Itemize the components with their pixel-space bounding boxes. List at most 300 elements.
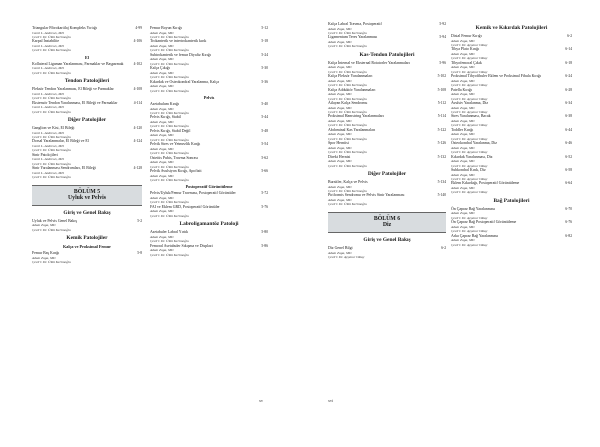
entry-page: 6-58 [565, 168, 572, 173]
toc-entry[interactable] [150, 66, 268, 79]
entry-author: Adam Zoga, MD [328, 198, 352, 203]
entry-title: Karpal İnstabilite [32, 39, 60, 44]
entry-title: Pelvik Stres ve Yetmezlik Kırığı [150, 142, 201, 147]
entry-title: Ön Çapraz Bağ Yaralanması [451, 206, 496, 211]
entry-author: Adam Zoga, MD [150, 120, 174, 125]
entry-author: Çeviri: Dr. Ülkü Kerimoğlu [32, 227, 71, 232]
toc-entry[interactable] [150, 129, 268, 142]
entry-author: Çeviri: Dr. Ülkü Kerimoğlu [328, 110, 367, 115]
entry-author: Adam Zoga, MD [32, 255, 56, 260]
entry-page: 6-34 [565, 101, 572, 106]
section-heading: Giriş ve Genel Bakış [363, 237, 411, 244]
chapter-number: BÖLÜM 5 [73, 188, 101, 195]
entry-author: Carol L. Andrews, MD [32, 66, 64, 71]
entry-author: Adam Zoga, MD [328, 132, 352, 137]
entry-title: Ligamentum Teres Yaralanması [328, 35, 378, 40]
entry-title: Toddler Kırığı [451, 127, 474, 132]
entry-author: Çeviri: Dr. Ülkü Kerimoğlu [150, 35, 189, 39]
page-number: xv [259, 398, 263, 403]
entry-page: 5-54 [261, 142, 268, 147]
entry-title: Triangular Fibrokartilaj Kompleks Yırtığı [32, 26, 97, 30]
toc-entry[interactable] [451, 61, 572, 74]
entry-author: Çeviri: Dr. Ülkü Kerimoğlu [328, 123, 367, 128]
entry-author: Çeviri: Dr. Ülkü Kerimoğlu [150, 164, 189, 169]
entry-title: Kalça İnternal ve Eksternal Rotatorler Yaralanmaları [328, 60, 410, 65]
toc-entry[interactable] [32, 62, 142, 75]
entry-title: Kalça Çıkığı [150, 66, 170, 71]
entry-page: 5-18 [261, 39, 268, 44]
subsection-heading: Kalça ve Proksimal Femur [63, 244, 111, 250]
entry-author: Çeviri: Dr. Ülkü Kerimoğlu [150, 124, 189, 129]
toc-list [32, 219, 142, 232]
entry-title: Dorsal Yaralanmalar, El Bileği ve El [32, 139, 89, 144]
toc-list [150, 102, 268, 182]
entry-title: Subtrokanterik ve femur Diyafiz Kırığı [150, 52, 211, 57]
entry-title: Fleksör Tendon Yaralanması, El Bileği ve Parmaklar [32, 87, 114, 92]
entry-author: Adam Zoga, MD [328, 119, 352, 124]
entry-title: Tibya Plato Kırığı [451, 47, 480, 52]
toc-entry[interactable] [451, 114, 572, 127]
toc-entry[interactable] [328, 74, 446, 87]
entry-author: Adam Zoga, MD [451, 159, 475, 164]
toc-list [32, 26, 142, 53]
entry-page: 5-44 [261, 115, 268, 120]
entry-author: Çeviri: Dr. Ayşenur Oktay [451, 43, 488, 47]
toc-entry[interactable] [451, 207, 572, 220]
entry-page: 6-46 [565, 141, 572, 146]
toc-entry[interactable] [150, 230, 268, 243]
entry-author: Çeviri: Dr. Ülkü Kerimoğlu [328, 202, 367, 207]
entry-author: Adam Zoga, MD [328, 40, 352, 44]
toc-list [150, 191, 268, 218]
toc-entry[interactable] [32, 126, 142, 139]
toc-list [150, 230, 268, 257]
entry-author: Çeviri: Dr. Ülkü Kerimoğlu [150, 178, 189, 183]
toc-entry[interactable] [150, 191, 268, 204]
entry-title: Tibyofemoral Çıkık [451, 60, 482, 65]
entry-title: Trokanterik ve intertrokanterik kırık [150, 39, 207, 44]
entry-author: Çeviri: Dr. Ülkü Kerimoğlu [150, 252, 189, 257]
entry-author: Çeviri: Dr. Ayşenur Oktay [451, 215, 488, 220]
column-4 [451, 22, 572, 247]
entry-author: Adam Zoga, MD [150, 248, 174, 253]
chapter-banner [328, 212, 446, 233]
section-heading: Giriş ve Genel Bakış [63, 209, 111, 216]
entry-author: Adam Zoga, MD [150, 44, 174, 48]
entry-page: 4-128 [133, 166, 142, 171]
entry-page: 5-114 [437, 114, 446, 119]
entry-title: Atlayan Kalça Sendromu [328, 101, 368, 106]
entry-author: Çeviri: Dr. Ayşenur Oktay [328, 255, 365, 260]
entry-title: Osteitis Pubis, Travma Sonrası [150, 155, 198, 160]
toc-entry[interactable] [328, 61, 446, 74]
entry-author: Çeviri: Dr. Ayşenur Oktay [451, 242, 488, 247]
entry-author: Adam Zoga, MD [328, 105, 352, 110]
entry-page: 5-72 [261, 191, 268, 196]
entry-author: Çeviri: Dr. Ülkü Kerimoğlu [150, 61, 189, 66]
entry-author: Çeviri: Dr. Ülkü Kerimoğlu [150, 239, 189, 244]
entry-author: Çeviri: Dr. Ülkü Kerimoğlu [328, 31, 367, 35]
entry-author: Çeviri: Dr. Ülkü Kerimoğlu [32, 70, 71, 75]
entry-author: Çeviri: Dr. Ayşenur Oktay [451, 136, 488, 141]
entry-page: 5-112 [437, 101, 446, 106]
entry-page: 6-70 [565, 206, 572, 211]
entry-author: Çeviri: Dr. Ayşenur Oktay [451, 56, 488, 61]
entry-page: 5-132 [437, 154, 446, 159]
entry-title: FAI ve Eklem GRD, Postoperatif Görüntüler [150, 204, 220, 209]
entry-author: Çeviri: Dr. Ayşenur Oktay [451, 96, 488, 101]
entry-page: 5-30 [261, 66, 268, 71]
entry-page: 6-76 [565, 220, 572, 225]
entry-author: Adam Zoga, MD [328, 26, 352, 31]
entry-author: Çeviri: Dr. Ülkü Kerimoğlu [328, 44, 367, 49]
entry-page: 6-2 [441, 246, 446, 251]
entry-author: Carol L. Andrews, MD [32, 157, 64, 162]
toc-entry[interactable] [451, 34, 572, 47]
toc-entry[interactable] [451, 220, 572, 233]
toc-entry[interactable] [328, 180, 446, 193]
toc-entry[interactable] [32, 251, 142, 264]
entry-author: Adam Zoga, MD [150, 160, 174, 165]
entry-page: 4-124 [133, 139, 142, 144]
toc-entry[interactable] [32, 39, 142, 52]
entry-title: Eklem Kıkırdağı, Postoperatif Görüntüleme [451, 181, 520, 186]
entry-title: Bursitler, Kalça ve Pelvis [328, 180, 368, 185]
entry-author: Adam Zoga, MD [150, 57, 174, 62]
entry-title: Ön Çapraz Bağ Postoperatif Görüntüleme [451, 220, 517, 225]
entry-author: Adam Zoga, MD [150, 173, 174, 178]
entry-author: Çeviri: Dr. Ülkü Kerimoğlu [328, 69, 367, 74]
entry-page: 5-108 [437, 87, 446, 92]
entry-title: Kalça Labral Travma, Postoperatif [328, 22, 382, 26]
entry-title: Kalça Adduktör Yaralanmaları [328, 87, 376, 92]
entry-page: 5-80 [261, 230, 268, 235]
toc-list [328, 61, 446, 168]
entry-author: Adam Zoga, MD [451, 132, 475, 137]
toc-entry[interactable] [328, 246, 446, 259]
entry-author: Adam Zoga, MD [150, 209, 174, 214]
entry-page: 6-24 [565, 74, 572, 79]
toc-entry[interactable] [328, 155, 446, 168]
entry-page: 6-28 [565, 87, 572, 92]
entry-page: 6-52 [565, 154, 572, 159]
entry-author: Adam Zoga, MD [451, 38, 475, 43]
entry-page: 5-76 [261, 204, 268, 209]
toc-entry[interactable] [328, 88, 446, 101]
toc-list [32, 126, 142, 180]
entry-author: Adam Zoga, MD [451, 105, 475, 110]
entry-page: 6-82 [565, 233, 572, 238]
toc-entry[interactable] [328, 193, 446, 206]
section-heading: El [85, 54, 89, 60]
entry-author: Çeviri: Dr. Ülkü Kerimoğlu [150, 137, 189, 142]
toc-entry[interactable] [150, 80, 268, 93]
toc-entry[interactable] [150, 156, 268, 169]
toc-entry[interactable] [150, 39, 268, 52]
toc-entry[interactable] [32, 101, 142, 114]
entry-author: Carol L. Andrews, MD [32, 30, 64, 35]
toc-list [328, 180, 446, 207]
entry-page: 5-140 [437, 193, 446, 198]
entry-title: Distal Femur Kırığı [451, 34, 482, 38]
entry-page: 5-2 [137, 218, 142, 223]
entry-author: Adam Zoga, MD [32, 223, 56, 228]
entry-author: Çeviri: Dr. Ayşenur Oktay [451, 110, 488, 115]
entry-author: Çeviri: Dr. Ülkü Kerimoğlu [32, 260, 71, 265]
chapter-title: Diz [382, 222, 392, 229]
entry-page: 5-122 [437, 127, 446, 132]
entry-page: 6-14 [565, 47, 572, 52]
entry-title: Sinir Patolojileri [32, 152, 58, 157]
entry-title: Femur Boyun Kırığı [150, 26, 182, 30]
entry-author: Çeviri: Dr. Ülkü Kerimoğlu [150, 75, 189, 80]
entry-page: 6-64 [565, 181, 572, 186]
entry-title: Femur Baş Kırığı [32, 251, 60, 256]
toc-entry[interactable] [451, 74, 572, 87]
entry-page: 6-44 [565, 127, 572, 132]
toc-entry[interactable] [32, 26, 142, 39]
entry-page: 4-106 [133, 39, 142, 44]
entry-page: 5-8 [137, 251, 142, 256]
toc-entry[interactable] [328, 128, 446, 141]
toc-entry[interactable] [150, 53, 268, 66]
entry-author: Çeviri: Dr. Ülkü Kerimoğlu [328, 83, 367, 88]
section-heading: Bağ Patolojileri [493, 197, 530, 204]
entry-page: 5-96 [439, 60, 446, 65]
page-number: xvi [328, 398, 334, 403]
section-heading: Kas-Tendon Patolojileri [359, 51, 415, 58]
entry-title: Pelvis/Uyluk/Femur Travması, Postoperatif Görüntüler [150, 191, 236, 196]
toc-entry[interactable] [150, 142, 268, 155]
toc-entry[interactable] [328, 114, 446, 127]
entry-author: Carol L. Andrews, MD [32, 144, 64, 149]
entry-author: Adam Zoga, MD [328, 65, 352, 70]
entry-page: 5-36 [261, 79, 268, 84]
entry-page: 6-2 [567, 34, 572, 38]
entry-author: Adam Zoga, MD [150, 84, 174, 89]
entry-author: Çeviri: Dr. Ülkü Kerimoğlu [32, 161, 71, 166]
chapter-title: Uyluk ve Pelvis [67, 195, 106, 202]
column-3 [328, 22, 446, 259]
entry-author: Carol L. Andrews, MD [32, 91, 64, 96]
entry-author: Çeviri: Dr. Ülkü Kerimoğlu [32, 148, 71, 153]
toc-entry[interactable] [451, 47, 572, 60]
entry-title: Pelvik Avulsiyon Kırığı, Apofizit [150, 169, 202, 174]
toc-entry[interactable] [451, 234, 572, 247]
entry-page: 6-18 [565, 60, 572, 65]
entry-author: Adam Zoga, MD [328, 159, 352, 164]
entry-page: 5-92 [439, 22, 446, 26]
entry-author: Adam Zoga, MD [451, 238, 475, 243]
toc-list [328, 246, 446, 259]
entry-page: 5-134 [437, 180, 446, 185]
entry-author: Adam Zoga, MD [451, 52, 475, 56]
entry-page: 5-62 [261, 155, 268, 160]
entry-author: Adam Zoga, MD [328, 92, 352, 97]
entry-author: Adam Zoga, MD [451, 145, 475, 150]
entry-author: Çeviri: Dr. Ülkü Kerimoğlu [328, 163, 367, 168]
entry-title: Asetabulum Kırığı [150, 102, 180, 107]
entry-page: 6-38 [565, 114, 572, 119]
toc-entry[interactable] [32, 166, 142, 179]
toc-entry[interactable] [32, 153, 142, 166]
toc-entry[interactable] [451, 88, 572, 101]
toc-entry[interactable] [150, 115, 268, 128]
entry-author: Adam Zoga, MD [328, 145, 352, 150]
entry-author: Çeviri: Dr. Ülkü Kerimoğlu [32, 135, 71, 140]
entry-page: 5-94 [439, 35, 446, 40]
toc-entry[interactable] [150, 205, 268, 218]
toc-list [451, 34, 572, 195]
entry-author: Adam Zoga, MD [451, 119, 475, 124]
entry-title: Subkondral Kırık, Diz [451, 168, 486, 173]
entry-title: Avulsiv Yaralanma, Diz [451, 101, 489, 106]
entry-page: 5-126 [437, 141, 446, 146]
entry-page: 5-40 [261, 102, 268, 107]
section-heading: Kemik Patolojiler [66, 235, 108, 242]
entry-author: Adam Zoga, MD [451, 186, 475, 191]
entry-title: Patella Kırığı [451, 87, 472, 92]
entry-title: Piriformis Sendromu ve Pelvis Sinir Yaralanması [328, 193, 405, 198]
entry-page: 5-24 [261, 52, 268, 57]
entry-title: Direkt Hernisi [328, 154, 351, 159]
toc-entry[interactable] [150, 102, 268, 115]
entry-page: 5-66 [261, 169, 268, 174]
entry-title: Kalça Fleksör Yaralanmaları [328, 74, 373, 79]
entry-title: Femoral Asetabuler Sıkışma ve Displazi [150, 243, 213, 248]
entry-page: 4-99 [135, 26, 142, 30]
entry-author: Adam Zoga, MD [451, 224, 475, 229]
toc-list [32, 62, 142, 75]
toc-entry[interactable] [451, 155, 572, 168]
toc-list [150, 26, 268, 93]
entry-title: Osteokondral Yaralanma, Diz [451, 141, 498, 146]
entry-author: Adam Zoga, MD [150, 70, 174, 75]
entry-author: Adam Zoga, MD [451, 172, 475, 177]
entry-author: Çeviri: Dr. Ülkü Kerimoğlu [32, 35, 71, 39]
entry-author: Adam Zoga, MD [150, 196, 174, 201]
entry-author: Çeviri: Dr. Ayşenur Oktay [451, 83, 488, 88]
entry-author: Çeviri: Dr. Ülkü Kerimoğlu [32, 175, 71, 180]
entry-page: 5-102 [437, 74, 446, 79]
toc-list [32, 251, 142, 264]
entry-author: Carol L. Andrews, MD [32, 170, 64, 175]
entry-page: 4-120 [133, 126, 142, 131]
entry-title: Ganglion ve Kist, El Bileği [32, 126, 75, 131]
entry-author: Çeviri: Dr. Ülkü Kerimoğlu [150, 111, 189, 116]
entry-author: Adam Zoga, MD [150, 146, 174, 151]
toc-list [328, 22, 446, 49]
toc-list [451, 207, 572, 247]
entry-author: Adam Zoga, MD [150, 234, 174, 239]
entry-title: Kollateral Ligaman Yaralanması, Parmaklar ve Başparmak [32, 61, 124, 66]
entry-author: Çeviri: Dr. Ayşenur Oktay [451, 190, 488, 195]
toc-entry[interactable] [451, 181, 572, 194]
toc-entry[interactable] [32, 219, 142, 232]
entry-page: 5-86 [261, 243, 268, 248]
column-2 [150, 26, 268, 257]
section-heading: Tendon Patolojileri [64, 78, 110, 85]
entry-author: Adam Zoga, MD [451, 65, 475, 70]
entry-author: Adam Zoga, MD [451, 92, 475, 97]
section-heading: Pelvis [203, 95, 215, 101]
entry-title: Arka Çapraz Bağ Yaralanması [451, 233, 499, 238]
toc-entry[interactable] [451, 168, 572, 181]
entry-title: Kıkırdak Yaralanması, Diz [451, 154, 493, 159]
section-heading: Kemik ve Kıkırdak Patolojileri [475, 25, 548, 31]
entry-author: Çeviri: Dr. Ülkü Kerimoğlu [150, 151, 189, 156]
entry-author: Çeviri: Dr. Ayşenur Oktay [451, 123, 488, 128]
entry-title: Pelvis Kırığı, Stabil Değil [150, 128, 191, 133]
entry-author: Adam Zoga, MD [150, 106, 174, 111]
entry-page: 5-48 [261, 128, 268, 133]
entry-title: Abdominal Kas Yaralanmaları [328, 127, 376, 132]
entry-title: Uyluk ve Pelvis Genel Bakış [32, 218, 77, 223]
toc-entry[interactable] [451, 128, 572, 141]
toc-entry[interactable] [150, 169, 268, 182]
entry-title: Asetabuler Labral Yırtık [150, 230, 189, 235]
section-heading: Diğer Patolojiler [67, 117, 107, 124]
entry-page: 4-114 [133, 100, 142, 105]
entry-page: 4-102 [133, 61, 142, 66]
chapter-banner [32, 185, 142, 206]
toc-entry[interactable] [328, 35, 446, 48]
entry-author: Çeviri: Dr. Ülkü Kerimoğlu [150, 213, 189, 218]
entry-author: Çeviri: Dr. Ayşenur Oktay [451, 229, 488, 234]
entry-page: 5-12 [261, 26, 268, 30]
toc-entry[interactable] [328, 141, 446, 154]
entry-title: Proksimal Tibyofibuler Eklem ve Proksimal Fibula Kırığı [451, 74, 541, 79]
entry-author: Çeviri: Dr. Ayşenur Oktay [451, 163, 488, 168]
column-1 [32, 26, 142, 265]
toc-entry[interactable] [150, 244, 268, 257]
toc-entry[interactable] [451, 141, 572, 154]
entry-author: Adam Zoga, MD [328, 184, 352, 189]
entry-author: Çeviri: Dr. Ülkü Kerimoğlu [150, 48, 189, 53]
toc-entry[interactable] [32, 87, 142, 100]
entry-title: Ekstensör Tendon Yaralanması, El Bileği ve Parmaklar [32, 100, 118, 105]
toc-entry[interactable] [451, 101, 572, 114]
toc-entry[interactable] [32, 139, 142, 152]
entry-author: Çeviri: Dr. Ülkü Kerimoğlu [328, 150, 367, 155]
toc-list [32, 87, 142, 114]
entry-page: 4-108 [133, 87, 142, 92]
entry-title: Proksimal Hamstring Yaralanmaları [328, 114, 384, 119]
section-heading: Postoperatif Görüntüleme [185, 184, 233, 190]
entry-title: Diz Genel Bilgi [328, 246, 353, 251]
entry-author: Adam Zoga, MD [451, 78, 475, 83]
entry-author: Çeviri: Dr. Ülkü Kerimoğlu [32, 96, 71, 101]
entry-author: Carol L. Andrews, MD [32, 130, 64, 135]
entry-author: Adam Zoga, MD [328, 250, 352, 255]
section-heading: Labroligamantöz Patoloji [179, 221, 239, 228]
entry-author: Adam Zoga, MD [451, 211, 475, 216]
entry-author: Çeviri: Dr. Ülkü Kerimoğlu [328, 189, 367, 194]
toc-entry[interactable] [150, 26, 268, 39]
entry-author: Çeviri: Dr. Ayşenur Oktay [451, 177, 488, 182]
entry-author: Çeviri: Dr. Ülkü Kerimoğlu [328, 136, 367, 141]
entry-author: Çeviri: Dr. Ülkü Kerimoğlu [150, 88, 189, 93]
entry-title: Pelvis Kırığı, Stabil [150, 115, 181, 120]
entry-title: Spor Herniisi [328, 141, 349, 146]
toc-entry[interactable] [328, 22, 446, 35]
toc-entry[interactable] [328, 101, 446, 114]
entry-author: Adam Zoga, MD [150, 133, 174, 138]
entry-author: Çeviri: Dr. Ayşenur Oktay [451, 69, 488, 74]
chapter-number: BÖLÜM 6 [373, 215, 401, 222]
entry-author: Adam Zoga, MD [150, 30, 174, 35]
entry-author: Çeviri: Dr. Ülkü Kerimoğlu [150, 200, 189, 205]
